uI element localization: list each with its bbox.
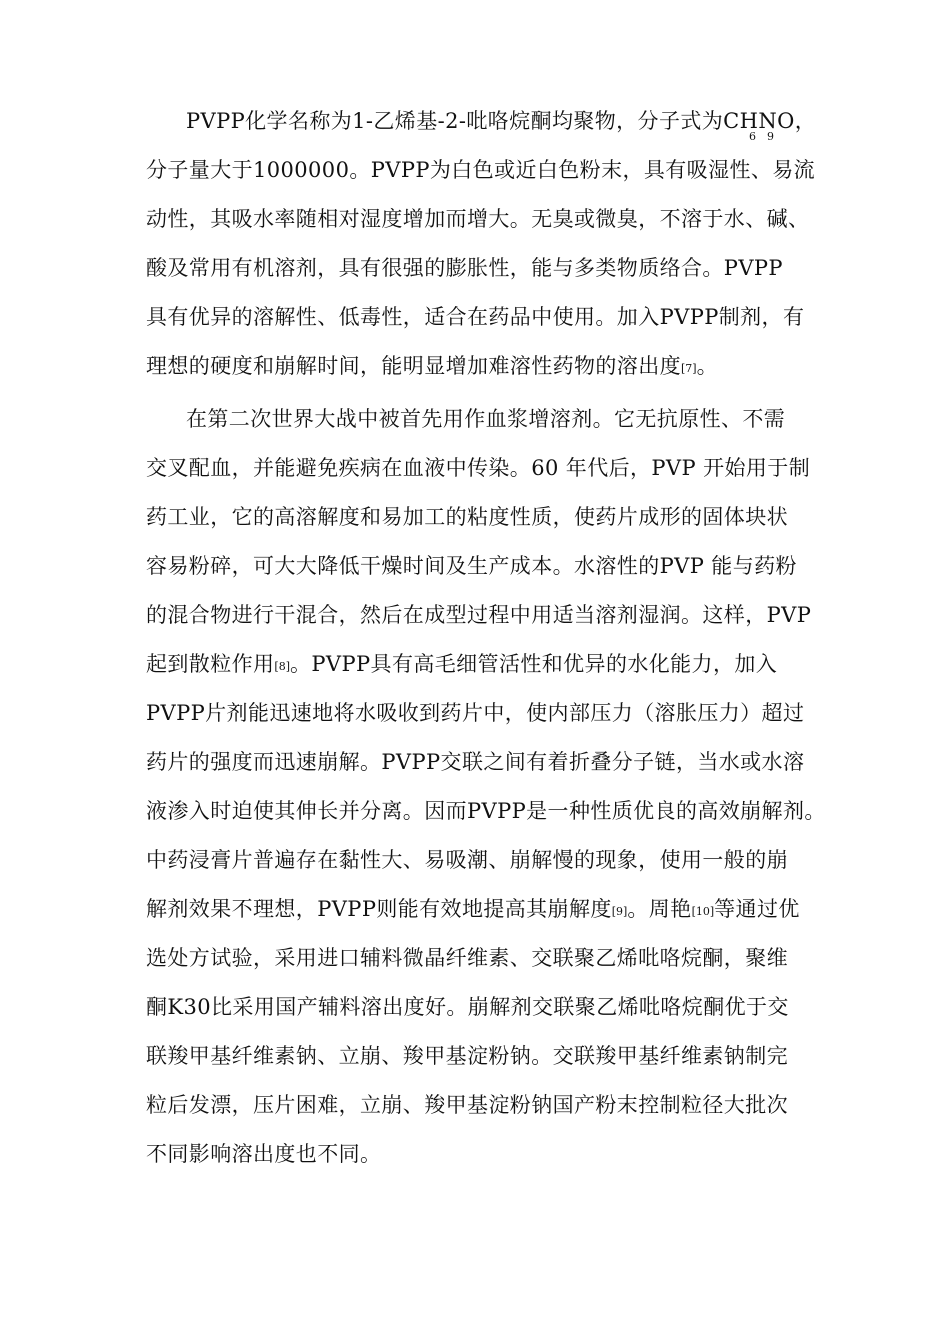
- citation-ref: [9]: [611, 905, 628, 918]
- formula-tail: NO，: [758, 109, 817, 133]
- citation-ref: [10]: [691, 905, 715, 918]
- paragraph-2-line-3: 药工业，它的高溶解度和易加工的粘度性质，使药片成形的固体块状: [146, 505, 788, 529]
- paragraph-2-line-9: 液渗入时迫使其伸长并分离。因而PVPP是一种性质优良的高效崩解剂。: [146, 799, 826, 823]
- citation-ref: [8]: [274, 660, 290, 673]
- paragraph-1-line-2: 分子量大于1000000。PVPP为白色或近白色粉末，具有吸湿性、易流: [146, 158, 816, 182]
- paragraph-2-line-2: 交叉配血，并能避免疾病在血液中传染。60 年代后，PVP 开始用于制: [146, 456, 811, 480]
- citation-ref: [7]: [681, 362, 697, 375]
- paragraph-2-line-15: 粒后发漂，压片困难，立崩、羧甲基淀粉钠国产粉末控制粒径大批次: [146, 1093, 788, 1117]
- paragraph-2-line-8: 药片的强度而迅速崩解。PVPP交联之间有着折叠分子链，当水或水溶: [146, 750, 805, 774]
- paragraph-2-line-5: 的混合物进行干混合，然后在成型过程中用适当溶剂湿润。这样，PVP: [146, 603, 812, 627]
- text-span: 等通过优: [714, 897, 800, 921]
- paragraph-2-line-7: PVPP片剂能迅速地将水吸收到药片中，使内部压力（溶胀压力）超过: [146, 701, 805, 725]
- paragraph-1-line-5: 具有优异的溶解性、低毒性，适合在药品中使用。加入PVPP制剂，有: [146, 305, 805, 329]
- paragraph-2-line-10: 中药浸膏片普遍存在黏性大、易吸潮、崩解慢的现象，使用一般的崩: [146, 848, 788, 872]
- text-span: 。PVPP具有高毛细管活性和优异的水化能力，加入: [290, 652, 778, 676]
- paragraph-1-line-4: 酸及常用有机溶剂，具有很强的膨胀性，能与多类物质络合。PVPP: [146, 256, 783, 280]
- paragraph-2-line-11: [146, 895, 800, 926]
- formula-h: H: [739, 109, 759, 133]
- text-span: 。: [696, 354, 718, 378]
- paragraph-2-line-12: 选处方试验，采用进口辅料微晶纤维素、交联聚乙烯吡咯烷酮，聚维: [146, 946, 788, 970]
- paragraph-2-line-16: 不同影响溶出度也不同。: [146, 1142, 382, 1166]
- paragraph-2-line-14: 联羧甲基纤维素钠、立崩、羧甲基淀粉钠。交联羧甲基纤维素钠制完: [146, 1044, 788, 1068]
- text-span: PVPP化学名称为1-乙烯基-2-吡咯烷酮均聚物，分子式为C: [186, 109, 740, 133]
- paragraph-1-line-6: [146, 352, 718, 383]
- paragraph-2-line-13: 酮K30比采用国产辅料溶出度好。崩解剂交联聚乙烯吡咯烷酮优于交: [146, 995, 789, 1019]
- paragraph-1-line-1: [186, 107, 816, 135]
- text-span: 解剂效果不理想，PVPP则能有效地提高其崩解度: [146, 897, 612, 921]
- formula-subscript-9: 9: [767, 130, 774, 143]
- formula-subscript-6: 6: [749, 130, 756, 143]
- text-span: 。周艳: [627, 897, 692, 921]
- paragraph-1-line-3: 动性，其吸水率随相对湿度增加而增大。无臭或微臭，不溶于水、碱、: [146, 207, 810, 231]
- paragraph-2-line-6: [146, 650, 777, 681]
- paragraph-2-line-1: 在第二次世界大战中被首先用作血浆增溶剂。它无抗原性、不需: [186, 407, 786, 431]
- text-span: 起到散粒作用: [146, 652, 275, 676]
- paragraph-2-line-4: 容易粉碎，可大大降低干燥时间及生产成本。水溶性的PVP 能与药粉: [146, 554, 797, 578]
- text-span: 理想的硬度和崩解时间，能明显增加难溶性药物的溶出度: [146, 354, 681, 378]
